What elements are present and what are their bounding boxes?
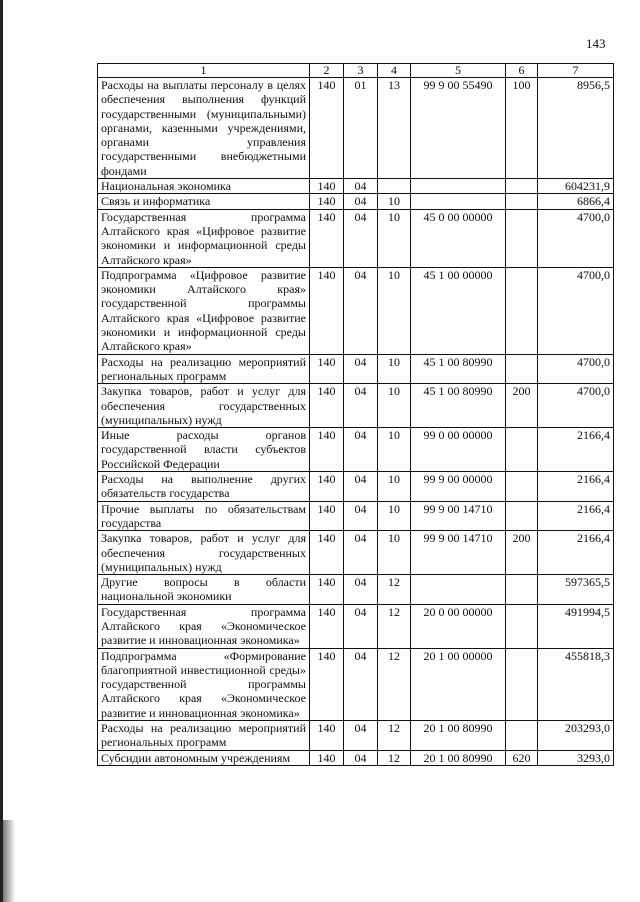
row-section-cell: 04 [344,354,378,384]
row-expense-type-cell: 200 [506,384,538,428]
header-col-4: 4 [378,64,411,78]
table-row [98,750,614,765]
row-amount-cell: 8956,5 [538,78,614,179]
page-left-edge [0,0,3,902]
table-row [98,78,614,179]
row-grbs-cell: 140 [310,267,344,354]
header-col-1: 1 [98,64,310,78]
row-expense-type-cell [506,604,538,648]
row-name-cell: Закупка товаров, работ и услуг для обеспечения государственных (муниципальных) нужд [98,384,310,428]
row-name-cell: Расходы на выплаты персоналу в целях обеспечения выполнения функций государственными (муниципальными) органами, казенными учреждениями, органами управления государственными внебюджетными фондами [98,78,310,179]
row-subsection-cell: 10 [378,501,411,531]
row-subsection-cell: 12 [378,575,411,605]
row-grbs-cell: 140 [310,78,344,179]
row-subsection-cell: 10 [378,354,411,384]
row-target-article-cell: 20 0 00 00000 [411,604,506,648]
row-amount-cell: 4700,0 [538,384,614,428]
row-target-article-cell: 99 9 00 00000 [411,472,506,502]
row-section-cell: 04 [344,267,378,354]
row-grbs-cell: 140 [310,428,344,472]
table-row [98,354,614,384]
row-amount-cell: 4700,0 [538,267,614,354]
row-grbs-cell: 140 [310,384,344,428]
row-grbs-cell: 140 [310,604,344,648]
table-row [98,194,614,209]
table-row [98,179,614,194]
row-amount-cell: 3293,0 [538,750,614,765]
row-target-article-cell: 20 1 00 80990 [411,750,506,765]
row-subsection-cell: 12 [378,721,411,751]
row-amount-cell: 4700,0 [538,209,614,267]
row-target-article-cell [411,575,506,605]
row-expense-type-cell [506,501,538,531]
row-subsection-cell: 13 [378,78,411,179]
row-amount-cell: 597365,5 [538,575,614,605]
table-header-row [98,64,614,78]
row-expense-type-cell [506,575,538,605]
row-section-cell: 04 [344,179,378,194]
row-amount-cell: 455818,3 [538,648,614,720]
row-section-cell: 04 [344,501,378,531]
row-section-cell: 04 [344,604,378,648]
row-name-cell: Государственная программа Алтайского края «Цифровое развитие экономики и информационной среды Алтайского края» [98,209,310,267]
row-target-article-cell: 20 1 00 80990 [411,721,506,751]
row-subsection-cell: 10 [378,194,411,209]
row-subsection-cell: 12 [378,750,411,765]
table-row [98,531,614,575]
row-name-cell: Субсидии автономным учреждениям [98,750,310,765]
row-amount-cell: 4700,0 [538,354,614,384]
row-expense-type-cell [506,194,538,209]
row-target-article-cell: 45 1 00 80990 [411,354,506,384]
row-expense-type-cell [506,721,538,751]
table-row [98,384,614,428]
row-subsection-cell: 12 [378,648,411,720]
page-left-shadow [3,820,15,902]
table-row [98,721,614,751]
row-section-cell: 04 [344,209,378,267]
row-subsection-cell: 10 [378,531,411,575]
table-row [98,428,614,472]
row-section-cell: 04 [344,194,378,209]
row-amount-cell: 2166,4 [538,472,614,502]
row-name-cell: Расходы на реализацию мероприятий региональных программ [98,721,310,751]
row-name-cell: Закупка товаров, работ и услуг для обеспечения государственных (муниципальных) нужд [98,531,310,575]
row-name-cell: Государственная программа Алтайского края «Экономическое развитие и инновационная экономика» [98,604,310,648]
row-grbs-cell: 140 [310,209,344,267]
row-grbs-cell: 140 [310,179,344,194]
row-grbs-cell: 140 [310,721,344,751]
row-subsection-cell: 10 [378,428,411,472]
row-expense-type-cell [506,648,538,720]
header-col-2: 2 [310,64,344,78]
page-number: 143 [586,36,606,51]
row-subsection-cell: 10 [378,384,411,428]
row-grbs-cell: 140 [310,575,344,605]
row-name-cell: Другие вопросы в области национальной экономики [98,575,310,605]
row-target-article-cell: 99 9 00 14710 [411,531,506,575]
row-section-cell: 04 [344,384,378,428]
row-subsection-cell: 12 [378,604,411,648]
row-amount-cell: 491994,5 [538,604,614,648]
budget-table [97,63,614,766]
table-row [98,604,614,648]
row-name-cell: Связь и информатика [98,194,310,209]
row-section-cell: 04 [344,428,378,472]
row-section-cell: 04 [344,750,378,765]
header-col-5: 5 [411,64,506,78]
header-col-3: 3 [344,64,378,78]
row-name-cell: Подпрограмма «Цифровое развитие экономики Алтайского края» государственной программы Алтайского края «Цифровое развитие экономики и информационной среды Алтайского края» [98,267,310,354]
row-section-cell: 04 [344,575,378,605]
row-section-cell: 04 [344,648,378,720]
row-target-article-cell: 45 1 00 80990 [411,384,506,428]
row-name-cell: Национальная экономика [98,179,310,194]
row-grbs-cell: 140 [310,354,344,384]
row-section-cell: 04 [344,531,378,575]
row-expense-type-cell [506,267,538,354]
row-target-article-cell: 99 9 00 14710 [411,501,506,531]
row-target-article-cell: 99 0 00 00000 [411,428,506,472]
row-name-cell: Подпрограмма «Формирование благоприятной инвестиционной среды» государственной программы Алтайского края «Экономическое развитие и инновационная экономика» [98,648,310,720]
row-subsection-cell: 10 [378,267,411,354]
table-row [98,209,614,267]
row-amount-cell: 2166,4 [538,428,614,472]
row-grbs-cell: 140 [310,648,344,720]
row-target-article-cell: 45 0 00 00000 [411,209,506,267]
row-subsection-cell [378,179,411,194]
row-expense-type-cell [506,179,538,194]
row-grbs-cell: 140 [310,531,344,575]
row-amount-cell: 6866,4 [538,194,614,209]
row-grbs-cell: 140 [310,194,344,209]
row-target-article-cell: 99 9 00 55490 [411,78,506,179]
row-name-cell: Расходы на реализацию мероприятий региональных программ [98,354,310,384]
row-target-article-cell: 45 1 00 00000 [411,267,506,354]
row-name-cell: Иные расходы органов государственной власти субъектов Российской Федерации [98,428,310,472]
row-subsection-cell: 10 [378,209,411,267]
row-grbs-cell: 140 [310,501,344,531]
row-target-article-cell: 20 1 00 00000 [411,648,506,720]
row-name-cell: Прочие выплаты по обязательствам государства [98,501,310,531]
header-col-7: 7 [538,64,614,78]
row-expense-type-cell [506,472,538,502]
row-section-cell: 04 [344,472,378,502]
row-expense-type-cell: 100 [506,78,538,179]
row-target-article-cell [411,194,506,209]
table-row [98,575,614,605]
row-expense-type-cell: 200 [506,531,538,575]
row-expense-type-cell [506,209,538,267]
row-section-cell: 01 [344,78,378,179]
row-name-cell: Расходы на выполнение других обязательств государства [98,472,310,502]
table-row [98,501,614,531]
row-grbs-cell: 140 [310,750,344,765]
row-subsection-cell: 10 [378,472,411,502]
row-amount-cell: 2166,4 [538,501,614,531]
row-amount-cell: 203293,0 [538,721,614,751]
row-amount-cell: 604231,9 [538,179,614,194]
row-amount-cell: 2166,4 [538,531,614,575]
row-target-article-cell [411,179,506,194]
row-section-cell: 04 [344,721,378,751]
row-expense-type-cell [506,428,538,472]
table-row [98,648,614,720]
row-grbs-cell: 140 [310,472,344,502]
row-expense-type-cell: 620 [506,750,538,765]
table-row [98,267,614,354]
header-col-6: 6 [506,64,538,78]
table-row [98,472,614,502]
row-expense-type-cell [506,354,538,384]
